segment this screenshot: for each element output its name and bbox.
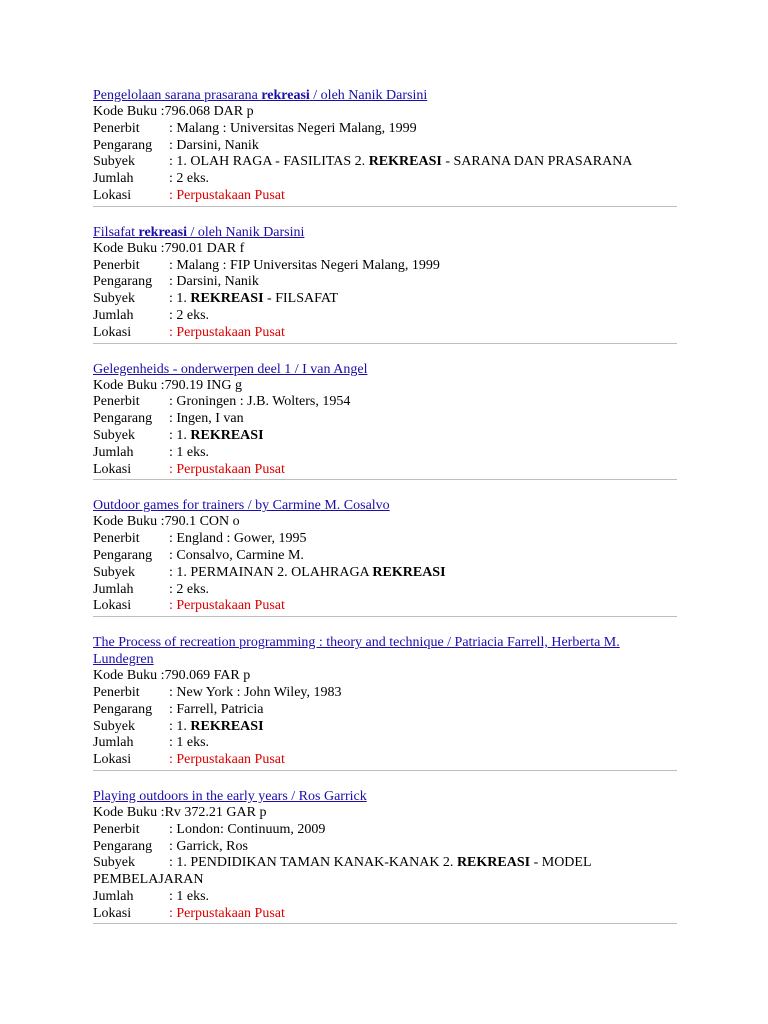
catalog-entry bbox=[93, 497, 677, 617]
subyek-row bbox=[93, 291, 677, 308]
penerbit-row bbox=[93, 822, 677, 839]
pengarang-row bbox=[93, 411, 677, 428]
jumlah-value: : 1 eks. bbox=[169, 444, 210, 460]
subyek-label: Subyek bbox=[93, 154, 135, 170]
penerbit-row bbox=[93, 685, 677, 702]
subyek-row bbox=[93, 855, 677, 889]
kode-buku-value: Rv 372.21 GAR p bbox=[164, 804, 267, 820]
subyek-keyword: REKREASI bbox=[368, 154, 442, 170]
title-text: Playing outdoors in the early years / Ros Garrick bbox=[93, 788, 367, 804]
subyek-row bbox=[93, 428, 677, 445]
subyek-text: - FILSAFAT bbox=[263, 291, 338, 307]
penerbit-value: : Malang : FIP Universitas Negeri Malang, 1999 bbox=[169, 257, 440, 273]
pengarang-label: Pengarang bbox=[93, 547, 153, 563]
kode-buku-row bbox=[93, 514, 677, 531]
penerbit-value: : Groningen : J.B. Wolters, 1954 bbox=[169, 394, 351, 410]
subyek-text: : 1. PERMAINAN 2. OLAHRAGA bbox=[169, 564, 373, 580]
lokasi-row bbox=[93, 906, 677, 923]
title-keyword: rekreasi bbox=[138, 224, 187, 240]
subyek-text: : 1. OLAH RAGA - FASILITAS 2. bbox=[169, 154, 369, 170]
book-title-link[interactable] bbox=[93, 87, 677, 104]
pengarang-row bbox=[93, 839, 677, 856]
jumlah-row bbox=[93, 308, 677, 325]
book-title-link[interactable] bbox=[93, 361, 677, 378]
pengarang-label: Pengarang bbox=[93, 137, 153, 153]
subyek-value bbox=[169, 428, 264, 443]
subyek-text: : 1. bbox=[169, 291, 191, 307]
subyek-value bbox=[169, 719, 264, 734]
lokasi-value: : Perpustakaan Pusat bbox=[169, 187, 285, 203]
subyek-keyword: REKREASI bbox=[190, 718, 264, 734]
penerbit-row bbox=[93, 121, 677, 138]
kode-buku-row bbox=[93, 241, 677, 258]
subyek-row bbox=[93, 565, 677, 582]
subyek-keyword: REKREASI bbox=[372, 564, 446, 580]
lokasi-row bbox=[93, 598, 677, 615]
lokasi-label: Lokasi bbox=[93, 752, 132, 768]
jumlah-row bbox=[93, 582, 677, 599]
subyek-keyword: REKREASI bbox=[190, 427, 264, 443]
lokasi-label: Lokasi bbox=[93, 598, 132, 614]
penerbit-label: Penerbit bbox=[93, 821, 140, 837]
jumlah-label: Jumlah bbox=[93, 888, 134, 904]
jumlah-row bbox=[93, 889, 677, 906]
kode-buku-row bbox=[93, 668, 677, 685]
subyek-label: Subyek bbox=[93, 291, 135, 307]
pengarang-row bbox=[93, 274, 677, 291]
kode-buku-row bbox=[93, 378, 677, 395]
title-text: / oleh Nanik Darsini bbox=[186, 224, 305, 240]
jumlah-value: : 2 eks. bbox=[169, 581, 210, 597]
catalog-entry bbox=[93, 224, 677, 344]
kode-buku-label: Kode Buku : bbox=[93, 804, 165, 820]
pengarang-label: Pengarang bbox=[93, 411, 153, 427]
kode-buku-value: 790.1 CON o bbox=[164, 514, 240, 530]
title-keyword: rekreasi bbox=[261, 88, 310, 103]
title-text: Outdoor games for trainers / by Carmine M. Cosalvo bbox=[93, 498, 390, 514]
subyek-value bbox=[169, 565, 446, 580]
lokasi-label: Lokasi bbox=[93, 187, 132, 203]
jumlah-value: : 2 eks. bbox=[169, 171, 210, 187]
kode-buku-value: 796.068 DAR p bbox=[164, 104, 254, 119]
penerbit-row bbox=[93, 258, 677, 275]
kode-buku-label: Kode Buku : bbox=[93, 377, 165, 393]
pengarang-label: Pengarang bbox=[93, 701, 153, 717]
title-text: / oleh Nanik Darsini bbox=[309, 88, 428, 103]
lokasi-row bbox=[93, 752, 677, 769]
jumlah-value: : 1 eks. bbox=[169, 735, 210, 751]
lokasi-value: : Perpustakaan Pusat bbox=[169, 752, 285, 768]
lokasi-row bbox=[93, 462, 677, 479]
penerbit-label: Penerbit bbox=[93, 531, 140, 547]
jumlah-label: Jumlah bbox=[93, 581, 134, 597]
penerbit-value: : London: Continuum, 2009 bbox=[169, 821, 326, 837]
lokasi-row bbox=[93, 325, 677, 342]
subyek-value bbox=[169, 291, 338, 306]
subyek-row bbox=[93, 719, 677, 736]
subyek-row bbox=[93, 154, 677, 171]
catalog-entry bbox=[93, 634, 677, 771]
jumlah-row bbox=[93, 735, 677, 752]
penerbit-value: : New York : John Wiley, 1983 bbox=[169, 684, 342, 700]
penerbit-row bbox=[93, 531, 677, 548]
subyek-text: - MODEL PEMBELAJARAN bbox=[93, 855, 591, 888]
pengarang-value: : Ingen, I van bbox=[169, 411, 244, 427]
book-title-link[interactable] bbox=[93, 788, 677, 805]
pengarang-row bbox=[93, 548, 677, 565]
subyek-keyword: REKREASI bbox=[190, 291, 264, 307]
kode-buku-label: Kode Buku : bbox=[93, 104, 165, 119]
penerbit-value: : Malang : Universitas Negeri Malang, 1999 bbox=[169, 120, 417, 136]
kode-buku-label: Kode Buku : bbox=[93, 668, 165, 684]
jumlah-label: Jumlah bbox=[93, 307, 134, 323]
pengarang-row bbox=[93, 138, 677, 155]
subyek-label: Subyek bbox=[93, 718, 135, 734]
subyek-keyword: REKREASI bbox=[456, 855, 531, 871]
kode-buku-value: 790.19 ING g bbox=[164, 377, 242, 393]
jumlah-value: : 1 eks. bbox=[169, 888, 210, 904]
penerbit-value: : England : Gower, 1995 bbox=[169, 531, 307, 547]
lokasi-value: : Perpustakaan Pusat bbox=[169, 598, 285, 614]
title-text: Gelegenheids - onderwerpen deel 1 / I van Angel bbox=[93, 361, 368, 377]
lokasi-value: : Perpustakaan Pusat bbox=[169, 905, 285, 921]
pengarang-row bbox=[93, 702, 677, 719]
catalog-entry bbox=[93, 87, 677, 207]
catalog-results bbox=[93, 87, 677, 941]
subyek-label: Subyek bbox=[93, 427, 135, 443]
penerbit-label: Penerbit bbox=[93, 257, 140, 273]
lokasi-label: Lokasi bbox=[93, 324, 132, 340]
pengarang-value: : Farrell, Patricia bbox=[169, 701, 264, 717]
title-text: The Process of recreation programming : theory and technique / Patriacia Farrell, Herberta M. Lundegren bbox=[93, 635, 620, 668]
kode-buku-row bbox=[93, 805, 677, 822]
penerbit-label: Penerbit bbox=[93, 394, 140, 410]
jumlah-label: Jumlah bbox=[93, 735, 134, 751]
subyek-text: : 1. PENDIDIKAN TAMAN KANAK-KANAK 2. bbox=[169, 855, 457, 871]
title-text: Pengelolaan sarana prasarana bbox=[93, 88, 262, 103]
subyek-value bbox=[169, 154, 632, 169]
title-text: Filsafat bbox=[93, 224, 139, 240]
penerbit-label: Penerbit bbox=[93, 684, 140, 700]
pengarang-label: Pengarang bbox=[93, 274, 153, 290]
lokasi-row bbox=[93, 188, 677, 205]
subyek-text: : 1. bbox=[169, 718, 191, 734]
kode-buku-label: Kode Buku : bbox=[93, 514, 165, 530]
catalog-entry bbox=[93, 788, 677, 925]
subyek-text: - SARANA DAN PRASARANA bbox=[441, 154, 633, 170]
penerbit-row bbox=[93, 394, 677, 411]
catalog-entry bbox=[93, 361, 677, 481]
lokasi-value: : Perpustakaan Pusat bbox=[169, 324, 285, 340]
kode-buku-row bbox=[93, 104, 677, 121]
lokasi-label: Lokasi bbox=[93, 905, 132, 921]
penerbit-label: Penerbit bbox=[93, 120, 140, 136]
jumlah-label: Jumlah bbox=[93, 444, 134, 460]
subyek-label: Subyek bbox=[93, 855, 135, 871]
book-title-link[interactable] bbox=[93, 634, 677, 668]
lokasi-value: : Perpustakaan Pusat bbox=[169, 461, 285, 477]
kode-buku-label: Kode Buku : bbox=[93, 240, 165, 256]
book-title-link[interactable] bbox=[93, 497, 677, 514]
jumlah-label: Jumlah bbox=[93, 171, 134, 187]
pengarang-label: Pengarang bbox=[93, 838, 153, 854]
jumlah-value: : 2 eks. bbox=[169, 307, 210, 323]
pengarang-value: : Darsini, Nanik bbox=[169, 274, 259, 290]
subyek-text: : 1. bbox=[169, 427, 191, 443]
kode-buku-value: 790.069 FAR p bbox=[164, 668, 251, 684]
jumlah-row bbox=[93, 445, 677, 462]
pengarang-value: : Darsini, Nanik bbox=[169, 137, 259, 153]
jumlah-row bbox=[93, 171, 677, 188]
book-title-link[interactable] bbox=[93, 224, 677, 241]
subyek-label: Subyek bbox=[93, 564, 135, 580]
lokasi-label: Lokasi bbox=[93, 461, 132, 477]
pengarang-value: : Garrick, Ros bbox=[169, 838, 248, 854]
pengarang-value: : Consalvo, Carmine M. bbox=[169, 547, 304, 563]
kode-buku-value: 790.01 DAR f bbox=[164, 240, 245, 256]
